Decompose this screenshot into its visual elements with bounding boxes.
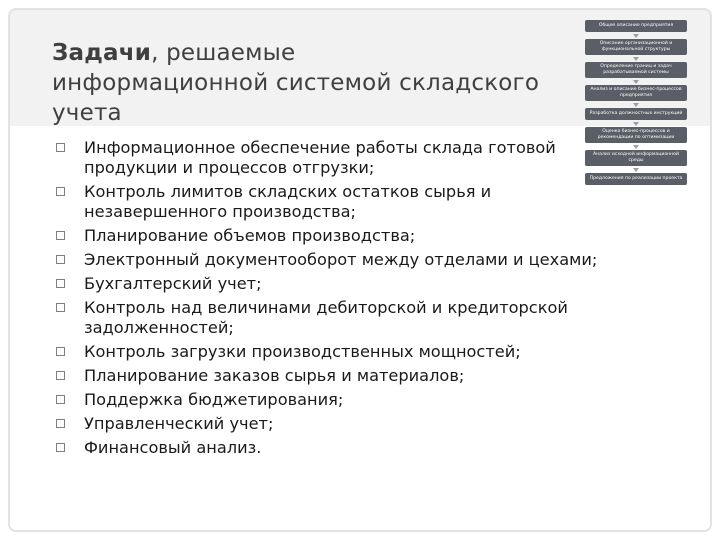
process-step: [585, 108, 687, 120]
process-step-label: Предложения по реализации проекта: [589, 176, 683, 181]
list-item-text: Планирование заказов сырья и материалов;: [84, 366, 465, 385]
square-bullet-icon: [56, 395, 65, 404]
task-list: [56, 138, 616, 462]
list-item: [56, 274, 616, 294]
process-step-label: Описание организационной и функциональной структуры: [599, 41, 673, 52]
list-item: [56, 342, 616, 362]
square-bullet-icon: [56, 255, 65, 264]
process-step: [585, 62, 687, 78]
list-item-text: Поддержка бюджетирования;: [84, 390, 344, 409]
list-item: [56, 182, 616, 222]
list-item-text: Финансовый анализ.: [84, 438, 262, 457]
process-step-label: Общее описание предприятия: [598, 23, 674, 28]
list-item-text: Управленческий учет;: [84, 414, 274, 433]
process-step-label: Анализ исходной информационной среды: [593, 152, 679, 163]
process-step-label: Разработка должностных инструкций: [589, 111, 683, 116]
list-item: [56, 226, 616, 246]
list-item: [56, 438, 616, 458]
list-item-text: Контроль лимитов складских остатков сырья и незавершенного производства;: [84, 182, 492, 221]
square-bullet-icon: [56, 231, 65, 240]
process-step-label: Определение границ и задач разрабатываемой системы: [600, 64, 672, 75]
list-item-text: Электронный документооборот между отделами и цехами;: [84, 250, 598, 269]
process-step: [585, 39, 687, 55]
square-bullet-icon: [56, 187, 65, 196]
square-bullet-icon: [56, 371, 65, 380]
list-item: [56, 366, 616, 386]
list-item: [56, 390, 616, 410]
list-item-text: Планирование объемов производства;: [84, 226, 416, 245]
square-bullet-icon: [56, 347, 65, 356]
title-line2: информационной системой складского учета: [52, 70, 540, 126]
square-bullet-icon: [56, 143, 65, 152]
list-item: [56, 138, 616, 178]
process-step: [585, 20, 687, 32]
square-bullet-icon: [56, 443, 65, 452]
list-item-text: Контроль загрузки производственных мощностей;: [84, 342, 521, 361]
list-item: [56, 414, 616, 434]
square-bullet-icon: [56, 303, 65, 312]
process-step: [585, 85, 687, 101]
square-bullet-icon: [56, 419, 65, 428]
page-title: [52, 38, 572, 128]
list-item-text: Контроль над величинами дебиторской и кредиторской задолженностей;: [84, 298, 568, 337]
list-item-text: Бухгалтерский учет;: [84, 274, 262, 293]
process-step-label: Оценка бизнес-процессов и рекомендации по оптимизации: [597, 129, 675, 140]
list-item: [56, 250, 616, 270]
list-item-text: Информационное обеспечение работы склада готовой продукции и процессов отгрузки;: [84, 138, 556, 177]
title-rest: , решаемые: [151, 40, 296, 66]
list-item: [56, 298, 616, 338]
square-bullet-icon: [56, 279, 65, 288]
process-step-label: Анализ и описание бизнес-процессов предприятия: [590, 87, 682, 98]
title-bold: Задачи: [52, 40, 152, 66]
